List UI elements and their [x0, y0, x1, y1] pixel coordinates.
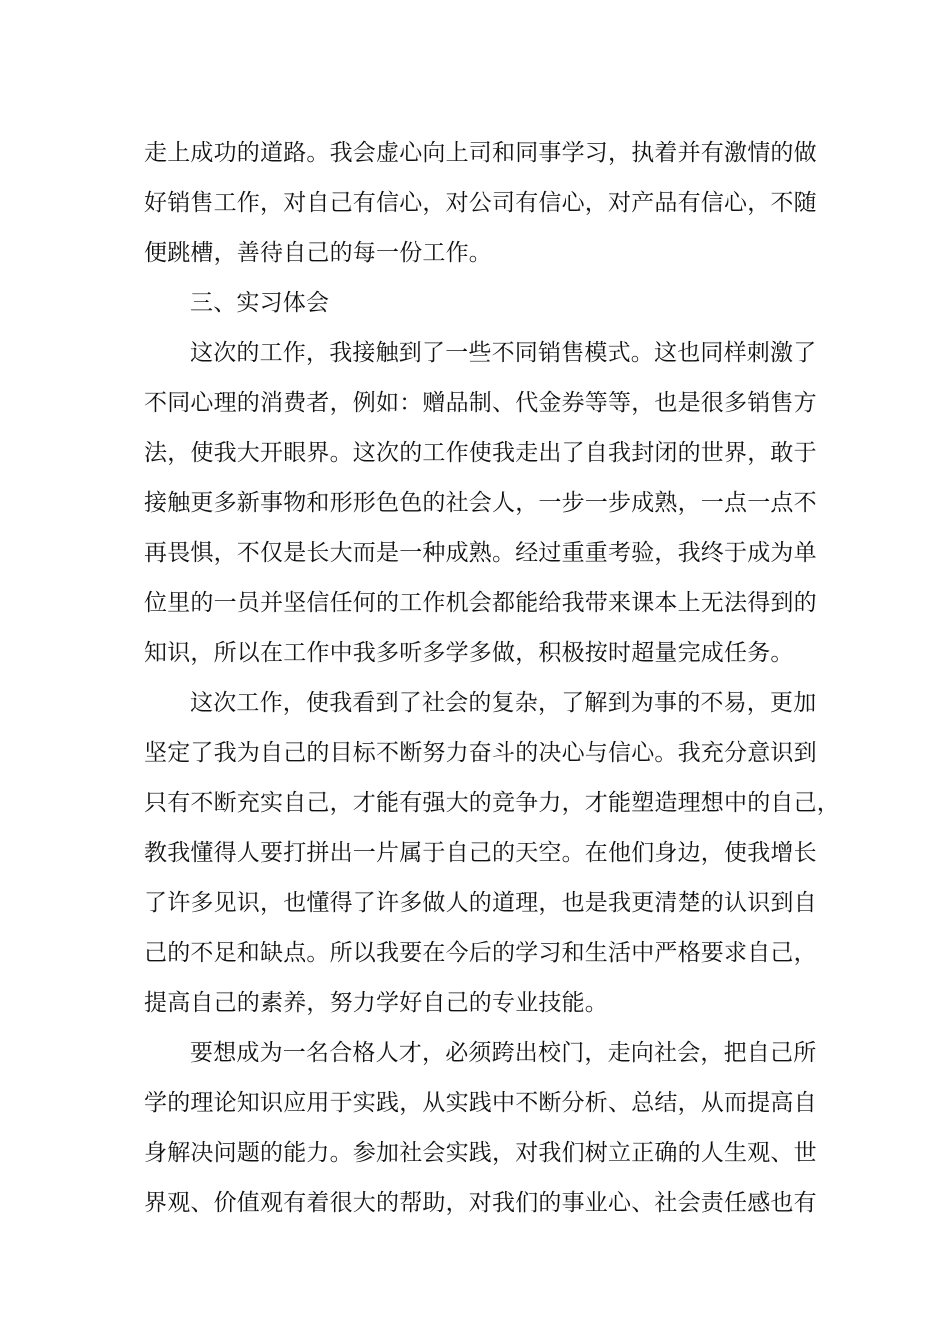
text-line: 位里的一员并坚信任何的工作机会都能给我带来课本上无法得到的: [144, 590, 817, 616]
text-line: 界观、价值观有着很大的帮助，对我们的事业心、社会责任感也有: [144, 1190, 817, 1216]
text-line: 接触更多新事物和形形色色的社会人，一步一步成熟，一点一点不: [144, 490, 817, 516]
text-line: 这次工作，使我看到了社会的复杂，了解到为事的不易，更加: [190, 690, 817, 716]
text-line: 要想成为一名合格人才，必须跨出校门，走向社会，把自己所: [190, 1040, 817, 1066]
text-line: 教我懂得人要打拼出一片属于自己的天空。在他们身边，使我增长: [144, 840, 817, 866]
text-line: 坚定了我为自己的目标不断努力奋斗的决心与信心。我充分意识到: [144, 740, 817, 766]
text-line: 身解决问题的能力。参加社会实践，对我们树立正确的人生观、世: [144, 1140, 817, 1166]
text-line: 好销售工作，对自己有信心，对公司有信心，对产品有信心，不随: [144, 190, 817, 216]
text-line: 了许多见识，也懂得了许多做人的道理，也是我更清楚的认识到自: [144, 890, 817, 916]
text-line: 再畏惧，不仅是长大而是一种成熟。经过重重考验，我终于成为单: [144, 540, 817, 566]
text-line: 学的理论知识应用于实践，从实践中不断分析、总结，从而提高自: [144, 1090, 817, 1116]
text-line: 法，使我大开眼界。这次的工作使我走出了自我封闭的世界，敢于: [144, 440, 817, 466]
section-heading: 三、实习体会: [190, 290, 330, 316]
text-line: 走上成功的道路。我会虚心向上司和同事学习，执着并有激情的做: [144, 140, 817, 166]
text-line: 便跳槽，善待自己的每一份工作。: [144, 240, 492, 266]
text-line: 不同心理的消费者，例如：赠品制、代金券等等，也是很多销售方: [144, 390, 817, 416]
text-line: 提高自己的素养，努力学好自己的专业技能。: [144, 990, 608, 1016]
text-line: 只有不断充实自己，才能有强大的竞争力，才能塑造理想中的自己，: [144, 790, 840, 816]
text-line: 己的不足和缺点。所以我要在今后的学习和生活中严格要求自己，: [144, 940, 817, 966]
text-line: 知识，所以在工作中我多听多学多做，积极按时超量完成任务。: [144, 640, 794, 666]
text-line: 这次的工作，我接触到了一些不同销售模式。这也同样刺激了: [190, 340, 817, 366]
